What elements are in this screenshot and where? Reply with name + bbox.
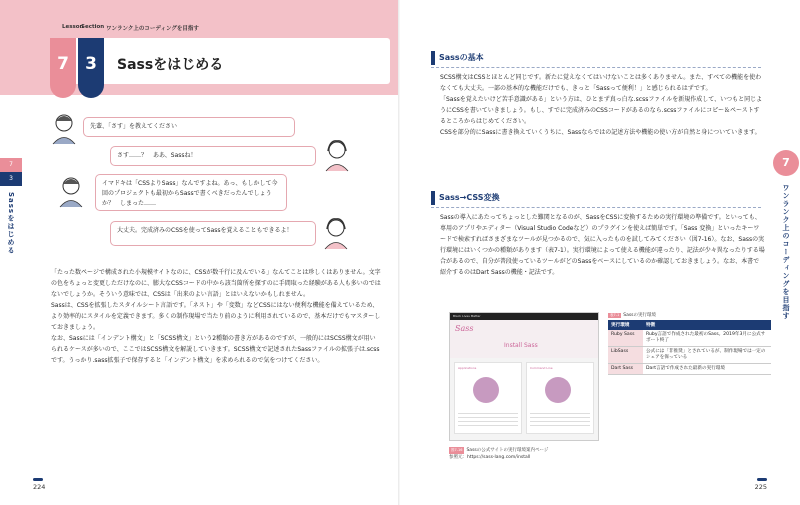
section-heading-sass-conversion: Sass→CSS変換 [431, 191, 500, 205]
table-caption-text: Sassの実行環境 [623, 313, 657, 318]
table-row [608, 347, 771, 364]
side-tab-label: ワンランク上のコーディングを目指す [782, 184, 790, 320]
applications-icon [473, 377, 499, 403]
table-cell: Dart言語で作成された最新の実行環境 [643, 364, 771, 375]
page-number-bar [757, 478, 767, 481]
heading-divider [431, 67, 761, 68]
side-tab-lesson-circle: 7 [773, 150, 799, 176]
paragraph: Sassは、CSSを拡張したスタイルシート言語です。「ネスト」や「変数」などCSSにはない便利な機能を備えているため、より効率的にスタイルを定義できます。多くの制作現場で当たり前のように利用されているので、基本だけでもマスターしておきましょう。 [51, 302, 381, 331]
table-cell: LibSass [608, 347, 643, 364]
paragraph: SCSS構文はCSSとほとんど同じです。新たに覚えなくてはいけないことは多くありません。また、すべての機能を使わなくても大丈夫。一部の基本的な機能だけでも、きっと「Sassって便利！」と感じられるはずです。 [440, 74, 762, 92]
paragraph: CSSを部分的にSassに書き換えていくうちに、Sassならではの記述方法や機能の使い方が自然と身についていきます。 [440, 129, 761, 136]
table-row [608, 364, 771, 375]
paragraph: Sassの導入にあたってちょっとした難関となるのが、SassをCSSに変換するための実行環境の準備です。といっても、専用のアプリやエディター（Visual Studio Codeなど）のプラグインを使えば簡単です。「Sass 変換」といったキーワードで検索すればさまざまなツールが見つかるので、気に入ったものを試してみてください（図7-16）。なお、Sassの実行環境にはいくつかの種類があります（表7-1）。実行環境によって使える機能が違ったり、記法が少々異なったりする場合があるので、自分が普段使っているツールがどのSassをベースにしているのか確認しておきましょう。なお、本書で紹介するのはDart Sassの機能・記法です。 [440, 214, 765, 276]
dialog-bubble: さす……？ ああ、Sassね！ [110, 146, 316, 166]
figure-tag: 図7-16 [451, 448, 463, 452]
junior-avatar-icon [49, 111, 79, 145]
side-tab-label: Sassをはじめる [7, 192, 15, 255]
figure-sass-install-screenshot [449, 312, 599, 441]
section-body-sass-conversion [440, 212, 765, 278]
figure-columns [450, 358, 598, 438]
sass-logo: Sass [455, 324, 474, 333]
lesson-number: 7 [50, 38, 76, 98]
table-caption [608, 312, 656, 318]
figure-topbar: Black Lives Matter [450, 313, 598, 320]
table-cell: 公式には「非推奨」とされているが、制作現場では一定のシェアを保っている [643, 347, 771, 364]
dialog-bubble: 先輩、「さす」を教えてください [83, 117, 295, 137]
command-line-icon [545, 377, 571, 403]
dialog-bubble: 大丈夫。完成済みのCSSを使ってSassを覚えることもできるよ！ [110, 221, 316, 246]
table-cell: Ruby言語で作成された最初のSass。2019年3月に公式サポート終了 [643, 330, 771, 347]
page-number-bar [33, 478, 43, 481]
figure-install-heading: Install Sass [504, 342, 538, 349]
figure-hero [450, 320, 598, 358]
table-tag: 表7-1 [610, 313, 620, 317]
senior-avatar-icon [321, 216, 351, 250]
figure-column-label: Applications [458, 366, 477, 370]
side-tab-left [0, 158, 22, 254]
senior-avatar-icon [322, 138, 352, 172]
chapter-title: Sassをはじめる [117, 57, 224, 73]
table-header: 特徴 [643, 320, 771, 330]
figure-caption-line2: 参照元：https://sass-lang.com/install [449, 455, 531, 460]
figure-text-lines [458, 413, 518, 429]
figure-column [454, 362, 522, 434]
side-tab-lesson: 7 [0, 158, 22, 172]
left-body-text [51, 267, 381, 366]
dialog-bubble: イマドキは「CSSよりSass」なんですよね。あっ、もしかして今回のプロジェクトも最初からSassで書くべきだったんでしょうか？ しまった…… [95, 174, 287, 211]
junior-avatar-icon [56, 174, 86, 208]
paragraph: 「たった数ページで構成された小規模サイトなのに、CSSが数千行に及んでいる」なんてことは珍しくはありません。文字の色をちょっと変更しただけなのに、膨大なCSSコードの中から該当箇所を探すのに手間取った経験がある人も多いのではないでしょうか。そういう意味では、CSSは「出来のよい言語」とはいえないかもしれません。 [51, 269, 381, 298]
side-tab-right [772, 150, 800, 320]
figure-caption-line1: Sassの公式サイトの実行環境案内ページ [466, 448, 549, 453]
section-heading-sass-basics: Sassの基本 [431, 51, 484, 65]
table-header: 実行環境 [608, 320, 643, 330]
figure-caption [449, 447, 609, 461]
paragraph: なお、Sassには「インデント構文」と「SCSS構文」という2種類の書き方があるのですが、一般的にはSCSS構文が用いられるケースが多いので、ここではSCSS構文を解説していきます。SCSS構文で記述されたSassファイルの拡張子は.scssです。うっかり.sass拡張子で保存すると「インデント構文」を求められるので気をつけてください。 [51, 335, 380, 364]
page-number-left: 224 [33, 483, 46, 491]
breadcrumb-title: ワンランク上のコーディングを目指す [106, 26, 199, 32]
right-page [400, 0, 800, 505]
section-body-sass-basics [440, 72, 765, 138]
sass-environment-table [608, 320, 771, 375]
table-header-row [608, 320, 771, 330]
side-tab-section: 3 [0, 172, 22, 186]
figure-text-lines [530, 413, 590, 429]
breadcrumb-section: Section [81, 24, 105, 30]
paragraph: 「Sassを覚えたいけど苦手意識がある」という方は、ひとまず真っ白な.scssファイルを新規作成して、いつもと同じようにCSSを書いていきましょう。もし、すでに完成済みのCSSコードがあるのなら.scssファイルにコピー＆ペーストするところからはじめてください。 [440, 96, 763, 125]
table-cell: Dart Sass [608, 364, 643, 375]
table-row [608, 330, 771, 347]
page-number-right: 225 [754, 483, 767, 491]
figure-column [526, 362, 594, 434]
table-cell: Ruby Sass [608, 330, 643, 347]
breadcrumb-lesson: Lesson [62, 24, 84, 30]
heading-divider [431, 207, 761, 208]
section-number: 3 [78, 38, 104, 98]
figure-column-label: Command Line [530, 366, 553, 370]
